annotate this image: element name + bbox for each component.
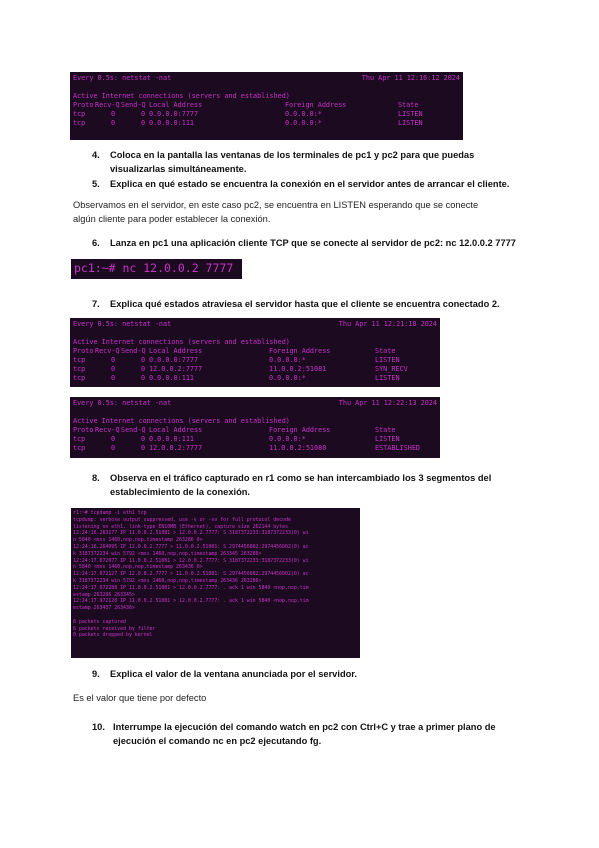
tcpdump-stat: 6 packets received by filter [73,625,156,632]
tcpdump-line: 12:24:17.972128 IP 11.0.0.2.51081 > 12.0.0.2.7777: . ack 1 win 5840 <nop,nop,tim [73,598,309,605]
tcpdump-line: estamp 263437 263436> [73,605,135,612]
terminal-header: Every 0.5s: netstat -nat Thu Apr 11 12:21:18 2024 [73,320,437,328]
table-row: tcp 0 0 0.0.0.0:7777 0.0.0.0:* LISTEN [73,356,400,364]
item-9: 9. Explica el valor de la ventana anunciada por el servidor. [92,669,357,679]
terminal-header: Every 0.5s: netstat -nat Thu Apr 11 12:22:13 2024 [73,399,437,407]
item-6: 6. Lanza en pc1 una aplicación cliente TCP que se conecte al servidor de pc2: nc 12.0.0.2 7777 [92,238,516,248]
tcpdump-line: listening on eth1, link-type EN10MB (Ethernet), capture size 262144 bytes [73,523,288,530]
tcpdump-line: tcpdump: verbose output suppressed, use -v or -vv for full protocol decode [73,516,291,523]
tcpdump-terminal [71,508,360,658]
tcpdump-line: 12:24:17.072288 IP 11.0.0.2.51081 > 12.0.0.2.7777: . ack 1 win 5840 <nop,nop,tim [73,584,309,591]
tcpdump-line: estamp 263286 263345> [73,591,135,598]
netstat-terminal-syn-recv: Every 0.5s: netstat -nat Thu Apr 11 12:21:18 2024 Active Internet connections (servers and established) Proto Recv-Q Send-Q Local Address Foreign Address State tcp 0 0 0.0.0.0:7777 0.0.0.0:* LISTEN tcp 0 0 12.0.0.2:7777 11.0.0.2:51081 SYN_RECV tcp 0 0 0.0.0.0:111 0.0.0.0:* LISTEN [70,318,440,387]
tcpdump-line: n 5840 <mss 1460,nop,nop,timestamp 263436 0> [73,564,203,571]
table-row: tcp 0 0 12.0.0.2:7777 11.0.0.2:51081 SYN_RECV [73,365,408,373]
tcpdump-line: k 3187372234 win 5792 <mss 1460,nop,nop,timestamp 263436 263286> [73,577,262,584]
item-5: 5. Explica en qué estado se encuentra la conexión en el servidor antes de arrancar el cliente. [92,179,510,189]
tcpdump-line: 12:24:17.072077 IP 11.0.0.2.51081 > 12.0.0.2.7777: S 3187372233:3187372233(0) wi [73,557,309,564]
table-row: tcp 0 0 0.0.0.0:111 0.0.0.0:* LISTEN [73,119,423,127]
tcpdump-line: 12:24:17.072127 IP 12.0.0.2.7777 > 11.0.0.2.51081: S 2974456002:2974456002(0) ac [73,571,309,578]
tcpdump-stat: 0 packets dropped by kernel [73,632,153,639]
tcpdump-line: 12:24:16.264095 IP 12.0.0.2.7777 > 11.0.0.2.51081: S 2974456002:2974456002(0) ac [73,543,309,550]
tcpdump-line: k 3187372234 win 5792 <mss 1460,nop,nop,timestamp 263345 263286> [73,550,262,557]
column-headers: Proto Recv-Q Send-Q Local Address Foreign Address State [73,101,419,109]
table-row: tcp 0 0 0.0.0.0:111 0.0.0.0:* LISTEN [73,374,400,382]
tcpdump-stat: 6 packets captured [73,618,126,625]
table-row: tcp 0 0 0.0.0.0:7777 0.0.0.0:* LISTEN [73,110,423,118]
terminal-title: Active Internet connections (servers and established) [73,92,290,100]
table-row: tcp 0 0 12.0.0.2:7777 11.0.0.2:51080 ESTABLISHED [73,444,421,452]
tcpdump-line: r1:~# tcpdump -i eth1 tcp [73,510,147,516]
pc1-prompt: pc1:~# nc 12.0.0.2 7777 [71,259,242,279]
item-4: 4. Coloca en la pantalla las ventanas de los terminales de pc1 y pc2 para que puedas visualizarlas simultáneamente. [92,150,475,174]
table-row: tcp 0 0 0.0.0.0:111 0.0.0.0:* LISTEN [73,435,400,443]
item-8: 8. Observa en el tráfico capturado en r1 como se han intercambiado los 3 segmentos del establecimiento de la conexión. [92,473,492,497]
column-headers: Proto Recv-Q Send-Q Local Address Foreign Address State [73,426,396,434]
terminal-header: Every 0.5s: netstat -nat Thu Apr 11 12:16:12 2024 [73,74,460,82]
tcpdump-line: 12:24:16.263177 IP 11.0.0.2.51081 > 12.0.0.2.7777: S 3187372233:3187372233(0) wi [73,530,309,537]
item-10: 10. Interrumpe la ejecución del comando watch en pc2 con Ctrl+C y trae a primer plano de ejecución el comando nc en pc2 ejecutando fg. [92,722,496,746]
answer-5: Observamos en el servidor, en este caso pc2, se encuentra en LISTEN esperando que se conecte algún cliente para poder establecer la conexión. [73,200,479,224]
netstat-terminal-before [70,72,463,140]
netstat-terminal-established: Every 0.5s: netstat -nat Thu Apr 11 12:22:13 2024 Active Internet connections (servers and established) Proto Recv-Q Send-Q Local Address Foreign Address State tcp 0 0 0.0.0.0:111 0.0.0.0:* LISTEN tcp 0 0 12.0.0.2:7777 11.0.0.2:51080 ESTABLISHED [70,397,440,458]
answer-9: Es el valor que tiene por defecto [73,693,207,703]
tcpdump-line: n 5840 <mss 1460,nop,nop,timestamp 263286 0> [73,537,203,544]
item-7: 7. Explica qué estados atraviesa el servidor hasta que el cliente se encuentra conectado 2. [92,299,500,309]
column-headers: Proto Recv-Q Send-Q Local Address Foreign Address State [73,347,396,355]
